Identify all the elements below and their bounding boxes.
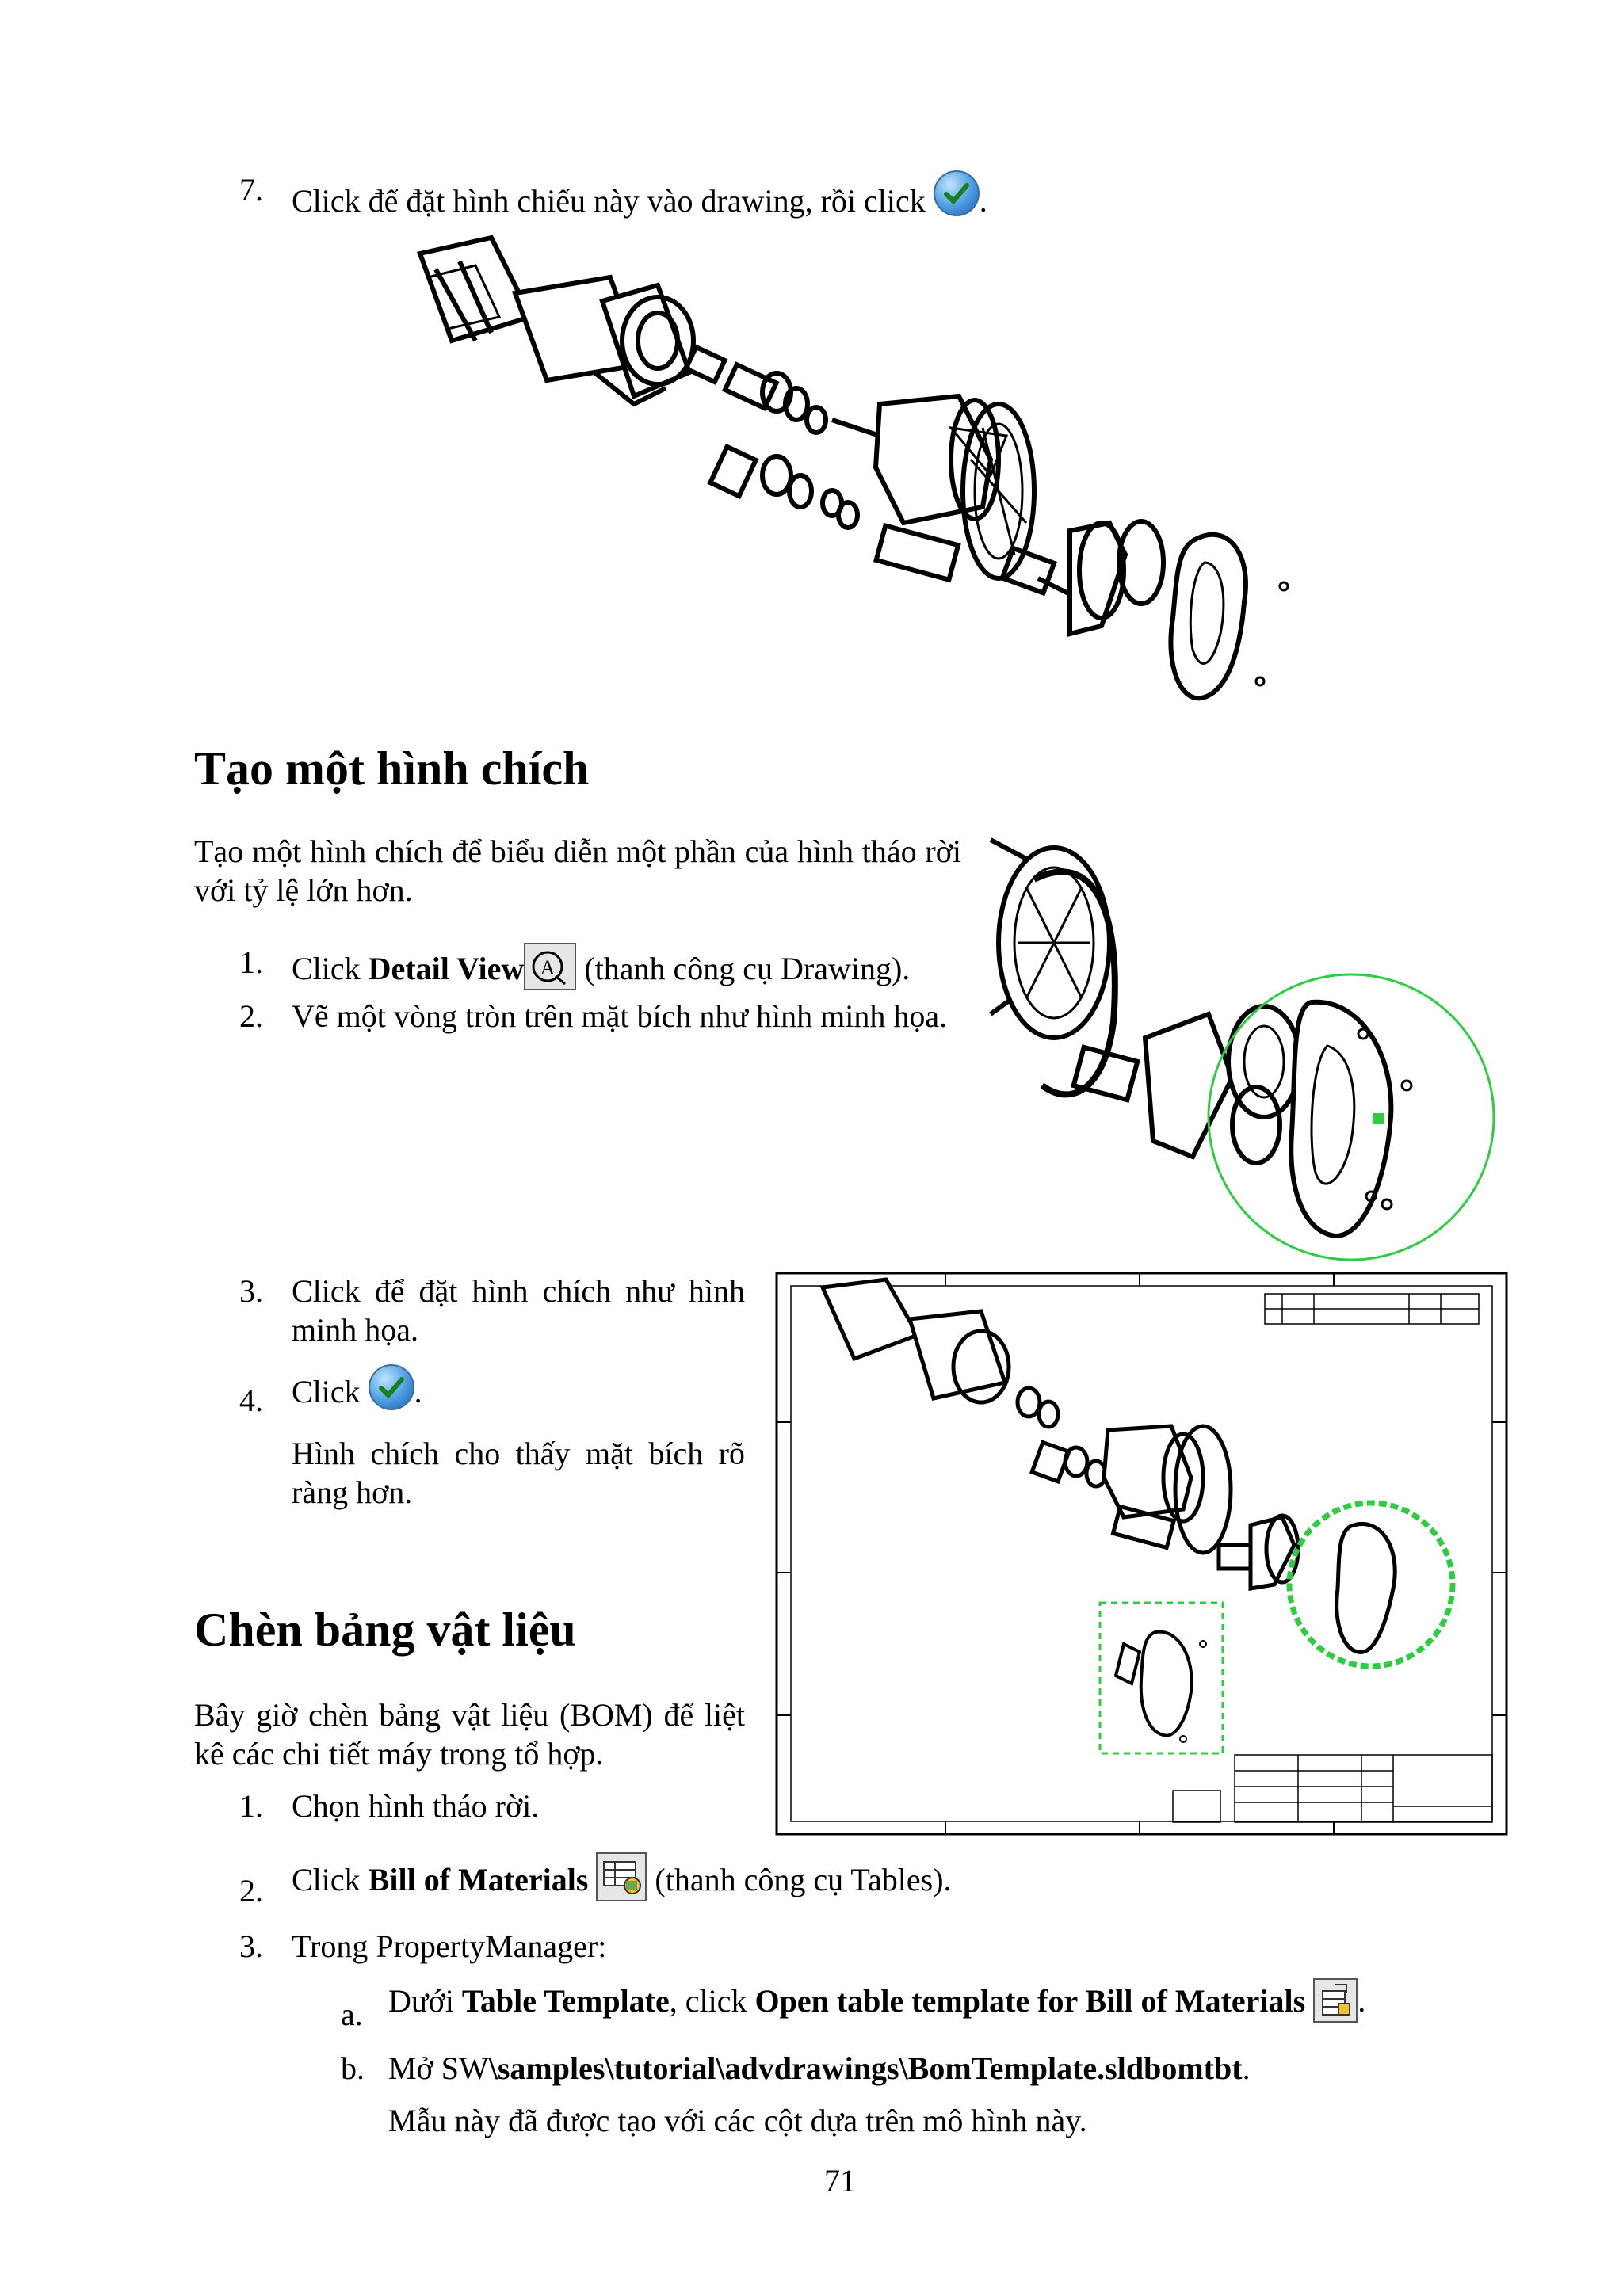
step7-text-after: . [979, 183, 987, 219]
table-template-label: Table Template [461, 1983, 670, 2019]
sec2-step3a-text [388, 1978, 1514, 2023]
sec1-step3-number: 3. [239, 1273, 263, 1309]
sec2-step3a-post: . [1358, 1983, 1366, 2019]
sec2-step3-number: 3. [239, 1928, 263, 1964]
open-template-icon [1313, 1978, 1358, 2023]
sec2-step3-text: Trong PropertyManager: [292, 1928, 607, 1964]
check-icon [934, 170, 980, 216]
svg-text:A: A [540, 956, 556, 979]
sec2-step2-text [292, 1852, 1401, 1901]
detail-view-icon [524, 943, 576, 990]
sec1-step4-note: Hình chích cho thấy mặt bích rõ ràng hơn. [292, 1436, 745, 1510]
open-table-template-label: Open table template for Bill of Materials [754, 1983, 1306, 2019]
sec2-step3a-number: a. [341, 1997, 363, 2032]
sec1-step1-number: 1. [239, 944, 263, 980]
drawing-sheet-figure [775, 1272, 1508, 1836]
detail-circle-figure [987, 824, 1514, 1268]
sec1-step4-text [292, 1364, 688, 1411]
sec2-step3b-number: b. [341, 2050, 365, 2086]
sec2-step3b-pre: Mở SW [388, 2050, 489, 2086]
sec1-step1-post: (thanh công cụ Drawing). [576, 951, 911, 986]
sec2-step3b-text [388, 2049, 1498, 2088]
check-icon [369, 1364, 414, 1410]
sec2-step1-number: 1. [239, 1788, 263, 1824]
bom-template-path: \samples\tutorial\advdrawings\BomTemplate.sldbomtbt [488, 2050, 1243, 2086]
sec1-step2-text: Vẽ một vòng tròn trên mặt bích như hình minh họa. [292, 998, 948, 1034]
sec1-step4-before: Click [292, 1374, 361, 1409]
section-heading-bom: Chèn bảng vật liệu [194, 1604, 576, 1656]
detail-view-label: Detail View [368, 951, 525, 986]
sec2-step1-text: Chọn hình tháo rời. [292, 1788, 540, 1824]
page-number: 71 [824, 2163, 856, 2199]
section2-intro: Bây giờ chèn bảng vật liệu (BOM) để liệt kê các chi tiết máy trong tổ hợp. [194, 1697, 745, 1772]
sec1-step4-after: . [414, 1374, 422, 1409]
bill-of-materials-icon [596, 1852, 647, 1901]
sec2-step2-post: (thanh công cụ Tables). [647, 1862, 952, 1897]
sec2-step3b-note: Mẫu này đã được tạo với các cột dựa trên mô hình này. [388, 2103, 1087, 2138]
step7-text-before: Click để đặt hình chiếu này vào drawing, rồi click [292, 183, 926, 219]
sec1-step1-pre: Click [292, 951, 369, 986]
exploded-view-figure [404, 222, 1308, 713]
sec1-step4-number: 4. [239, 1383, 263, 1418]
sec2-step3b-post: . [1242, 2050, 1251, 2086]
bill-of-materials-label: Bill of Materials [368, 1862, 589, 1897]
section-heading-detail-view: Tạo một hình chích [194, 742, 590, 795]
section1-intro: Tạo một hình chích để biểu diễn một phần của hình tháo rời với tỷ lệ lớn hơn. [194, 833, 961, 908]
sec2-step3a-pre: Dưới [388, 1983, 462, 2019]
step7-number: 7. [239, 172, 263, 208]
sec2-step2-pre: Click [292, 1862, 369, 1897]
sec1-step3-text: Click để đặt hình chích như hình minh họa. [292, 1273, 745, 1348]
sec2-step3a-mid: , click [669, 1983, 755, 2019]
sec1-step1-text [292, 943, 1005, 990]
sec2-step2-number: 2. [239, 1873, 263, 1909]
sec1-step2-number: 2. [239, 998, 263, 1034]
step7-text [292, 170, 1084, 220]
